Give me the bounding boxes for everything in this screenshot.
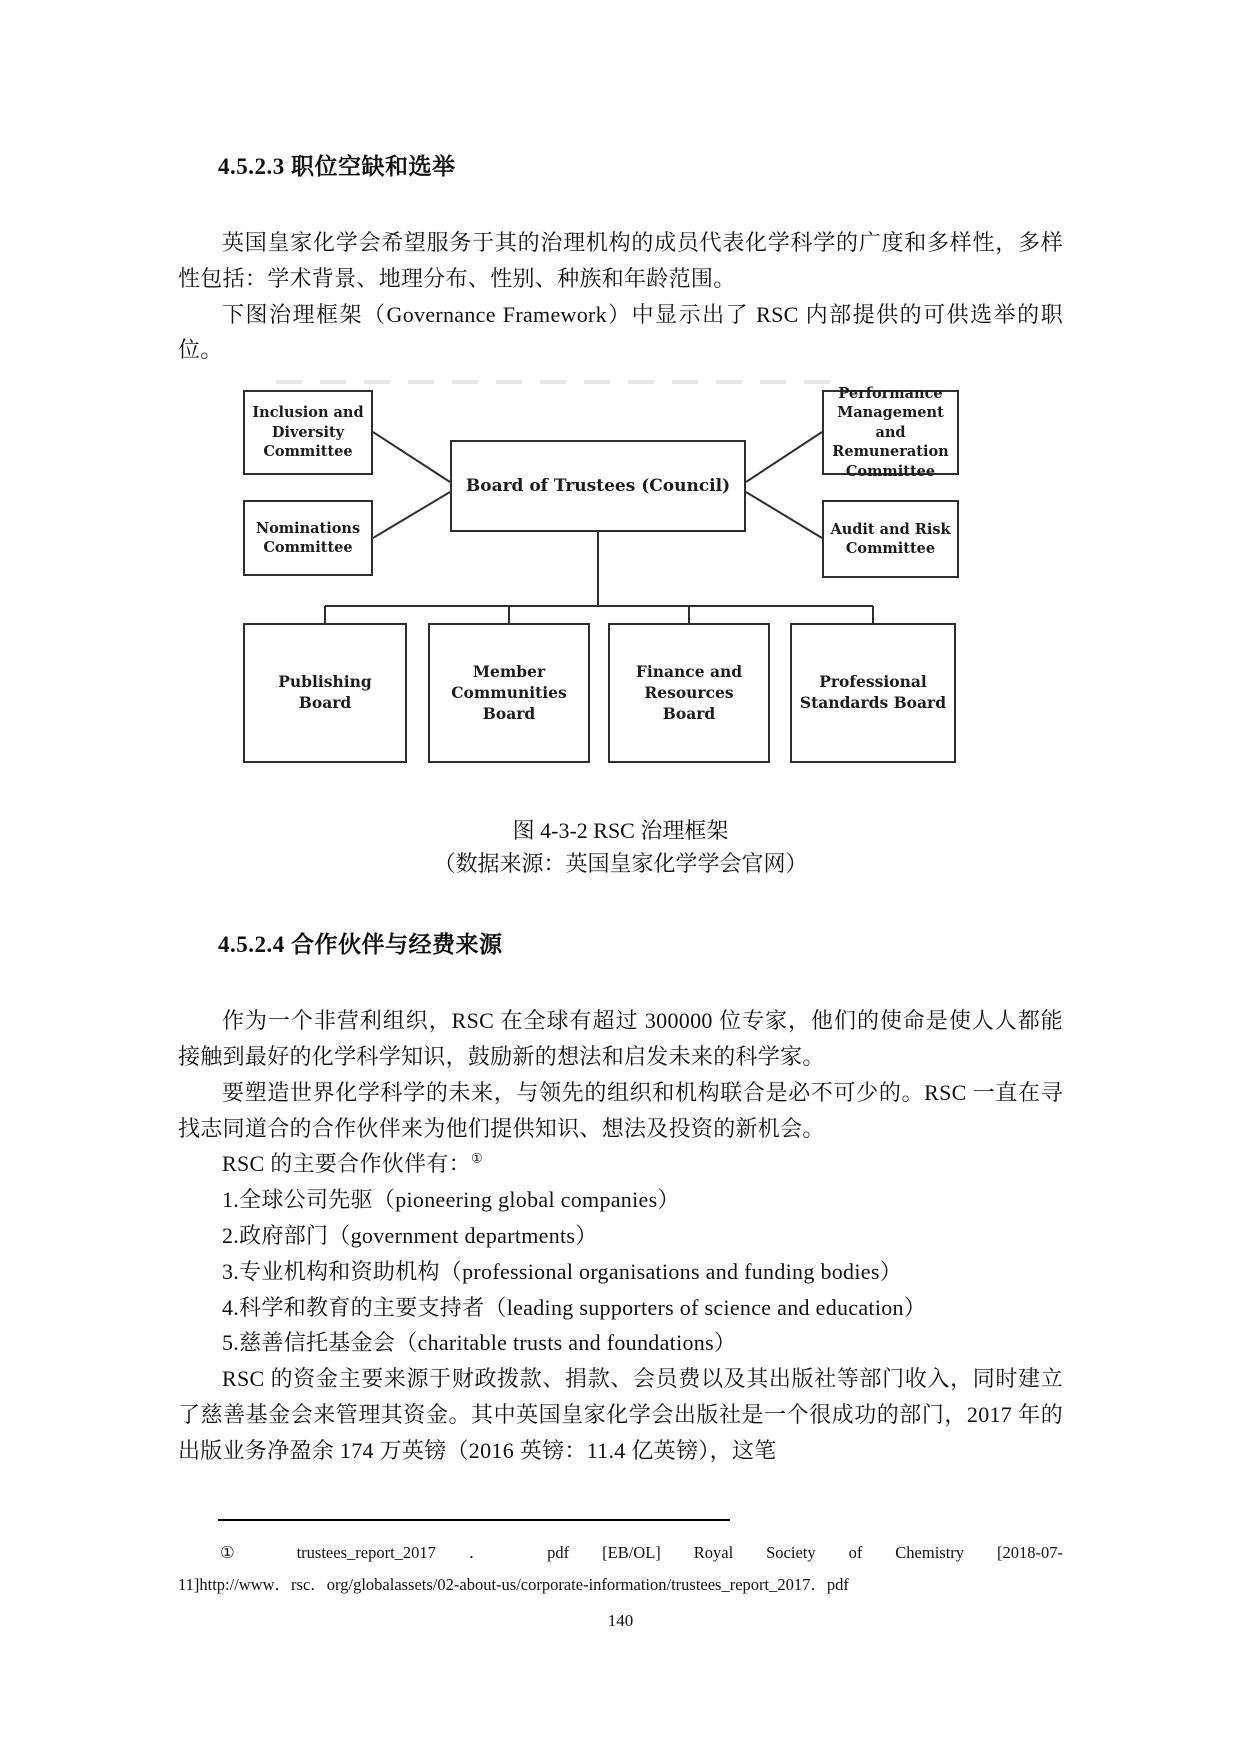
diagram-box-nominations-committee: Nominations Committee <box>243 500 373 576</box>
list-item-4: 4.科学和教育的主要支持者（leading supporters of science and education） <box>222 1294 927 1320</box>
paragraph-partners-intro <box>178 1146 1063 1182</box>
footnote-line-2: 11]http://www．rsc．org/globalassets/02-about-us/corporate-information/trustees_report_2017．pdf <box>178 1574 849 1594</box>
diagram-box-finance-resources-board: Finance and Resources Board <box>608 623 770 763</box>
section-heading-4-5-2-3: 4.5.2.3 职位空缺和选举 <box>218 154 456 179</box>
diagram-box-board-of-trustees: Board of Trustees (Council) <box>450 440 746 532</box>
list-item-5: 5.慈善信托基金会（charitable trusts and foundations） <box>222 1330 737 1356</box>
footnote-reference-mark: ① <box>470 1151 483 1167</box>
footnote-line-1: ① trustees_report_2017 ． pdf [EB/OL] Royal Society of Chemistry [2018-07- <box>220 1542 1063 1562</box>
footnote-divider <box>218 1519 730 1521</box>
paragraph: 作为一个非营利组织，RSC 在全球有超过 300000 位专家，他们的使命是使人人都能接触到最好的化学科学知识，鼓励新的想法和启发未来的科学家。 <box>178 1008 1063 1069</box>
partners-intro-text: RSC 的主要合作伙伴有： <box>222 1151 471 1177</box>
section-heading-4-5-2-4: 4.5.2.4 合作伙伴与经费来源 <box>218 932 503 958</box>
paragraph: 英国皇家化学会希望服务于其的治理机构的成员代表化学科学的广度和多样性，多样性包括：学术背景、地理分布、性别、种族和年龄范围。 <box>178 230 1063 291</box>
diagram-box-member-communities-board: Member Communities Board <box>428 623 590 763</box>
figure-caption-source: （数据来源：英国皇家化学学会官网） <box>433 851 808 877</box>
diagram-box-publishing-board: Publishing Board <box>243 623 407 763</box>
paragraph-funding: RSC 的资金主要来源于财政拨款、捐款、会员费以及其出版社等部门收入，同时建立了慈善基金会来管理其资金。其中英国皇家化学会出版社是一个很成功的部门，2017 年的出版业务净盈余 174 万英镑（2016 英镑：11.4 亿英镑），这笔 <box>178 1366 1063 1463</box>
paragraph: 下图治理框架（Governance Framework）中显示出了 RSC 内部提供的可供选举的职位。 <box>178 301 1063 363</box>
governance-framework-diagram <box>230 380 972 782</box>
figure-caption-title: 图 4-3-2 RSC 治理框架 <box>512 818 729 844</box>
figure-caption <box>178 814 1063 880</box>
diagram-box-audit-risk-committee: Audit and Risk Committee <box>822 500 959 578</box>
diagram-box-performance-management-committee: Performance Management and Remuneration Committee <box>822 390 959 475</box>
diagram-box-inclusion-diversity-committee: Inclusion and Diversity Committee <box>243 390 373 475</box>
list-item-1: 1.全球公司先驱（pioneering global companies） <box>222 1187 680 1213</box>
list-item-2: 2.政府部门（government departments） <box>222 1222 598 1248</box>
page-number: 140 <box>607 1610 634 1630</box>
paragraph: 要塑造世界化学科学的未来，与领先的组织和机构联合是必不可少的。RSC 一直在寻找志同道合的合作伙伴来为他们提供知识、想法及投资的新机会。 <box>178 1079 1063 1141</box>
footnote <box>178 1537 1063 1601</box>
diagram-box-professional-standards-board: Professional Standards Board <box>790 623 956 763</box>
list-item-3: 3.专业机构和资助机构（professional organisations and funding bodies） <box>222 1258 902 1284</box>
